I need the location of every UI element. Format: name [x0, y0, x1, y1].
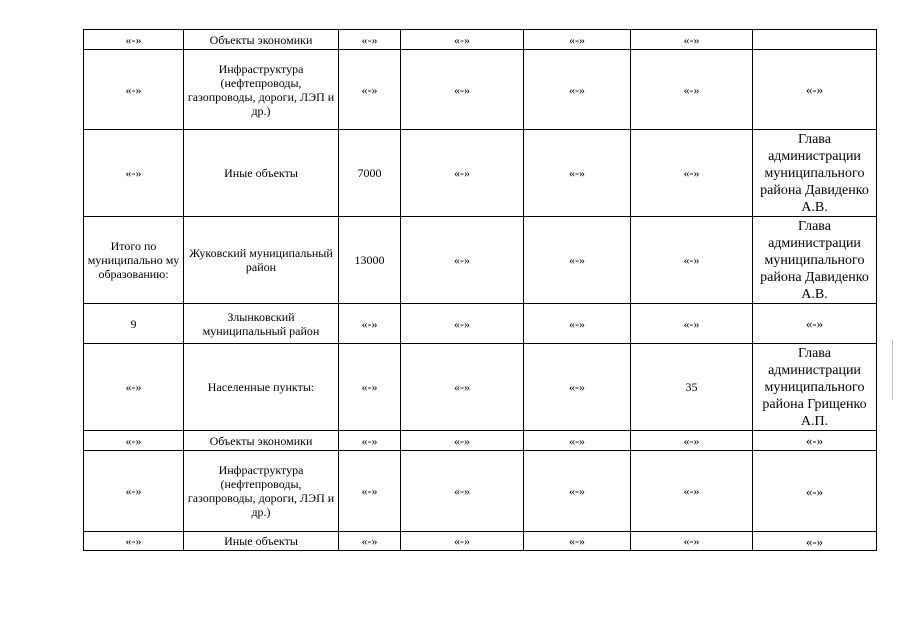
cell-col4: «-» — [401, 431, 524, 451]
cell-entity: «-» — [84, 451, 184, 532]
page-edge-line — [892, 340, 893, 400]
cell-responsible: Глава администрации муниципального района Давиденко А.В. — [753, 130, 877, 217]
cell-col4: «-» — [401, 532, 524, 551]
cell-col5: «-» — [524, 217, 631, 304]
cell-entity: 9 — [84, 304, 184, 344]
cell-col6: 35 — [631, 344, 753, 431]
cell-col4: «-» — [401, 344, 524, 431]
cell-object: Объекты экономики — [184, 431, 339, 451]
cell-amount: «-» — [339, 451, 401, 532]
resources-table — [83, 29, 877, 551]
cell-amount: 7000 — [339, 130, 401, 217]
cell-amount: «-» — [339, 304, 401, 344]
cell-object: Иные объекты — [184, 532, 339, 551]
cell-amount: «-» — [339, 344, 401, 431]
cell-entity: «-» — [84, 50, 184, 130]
cell-col6: «-» — [631, 50, 753, 130]
cell-object: Инфраструктура (нефтепроводы, газопроводы, дороги, ЛЭП и др.) — [184, 451, 339, 532]
cell-col4: «-» — [401, 451, 524, 532]
cell-col5: «-» — [524, 344, 631, 431]
cell-responsible — [753, 30, 877, 50]
cell-entity: Итого по муниципально му образованию: — [84, 217, 184, 304]
cell-object: Инфраструктура (нефтепроводы, газопроводы, дороги, ЛЭП и др.) — [184, 50, 339, 130]
cell-responsible: «-» — [753, 431, 877, 451]
table-row — [84, 451, 877, 532]
cell-col6: «-» — [631, 130, 753, 217]
table-row — [84, 344, 877, 431]
cell-object: Злынковский муниципальный район — [184, 304, 339, 344]
cell-entity: «-» — [84, 532, 184, 551]
cell-object: Объекты экономики — [184, 30, 339, 50]
table-row — [84, 50, 877, 130]
cell-col4: «-» — [401, 304, 524, 344]
cell-amount: «-» — [339, 431, 401, 451]
table-row — [84, 30, 877, 50]
cell-col5: «-» — [524, 431, 631, 451]
cell-col6: «-» — [631, 431, 753, 451]
cell-entity: «-» — [84, 30, 184, 50]
cell-col5: «-» — [524, 30, 631, 50]
cell-responsible: Глава администрации муниципального района Грищенко А.П. — [753, 344, 877, 431]
cell-entity: «-» — [84, 130, 184, 217]
cell-responsible: «-» — [753, 304, 877, 344]
cell-entity: «-» — [84, 344, 184, 431]
cell-responsible: Глава администрации муниципального района Давиденко А.В. — [753, 217, 877, 304]
cell-col5: «-» — [524, 304, 631, 344]
cell-col6: «-» — [631, 451, 753, 532]
cell-col4: «-» — [401, 217, 524, 304]
cell-col6: «-» — [631, 217, 753, 304]
cell-object: Иные объекты — [184, 130, 339, 217]
cell-col5: «-» — [524, 532, 631, 551]
cell-object: Жуковский муниципальный район — [184, 217, 339, 304]
cell-col6: «-» — [631, 30, 753, 50]
table-row — [84, 304, 877, 344]
cell-responsible: «-» — [753, 451, 877, 532]
cell-col6: «-» — [631, 532, 753, 551]
cell-col4: «-» — [401, 50, 524, 130]
table-row — [84, 217, 877, 304]
cell-col6: «-» — [631, 304, 753, 344]
cell-amount: «-» — [339, 50, 401, 130]
table-row — [84, 130, 877, 217]
cell-col4: «-» — [401, 130, 524, 217]
cell-entity: «-» — [84, 431, 184, 451]
cell-col5: «-» — [524, 451, 631, 532]
cell-col5: «-» — [524, 50, 631, 130]
cell-responsible: «-» — [753, 50, 877, 130]
cell-responsible: «-» — [753, 532, 877, 551]
table-row — [84, 532, 877, 551]
cell-col4: «-» — [401, 30, 524, 50]
cell-amount: 13000 — [339, 217, 401, 304]
cell-amount: «-» — [339, 30, 401, 50]
table-row — [84, 431, 877, 451]
cell-col5: «-» — [524, 130, 631, 217]
cell-object: Населенные пункты: — [184, 344, 339, 431]
cell-amount: «-» — [339, 532, 401, 551]
